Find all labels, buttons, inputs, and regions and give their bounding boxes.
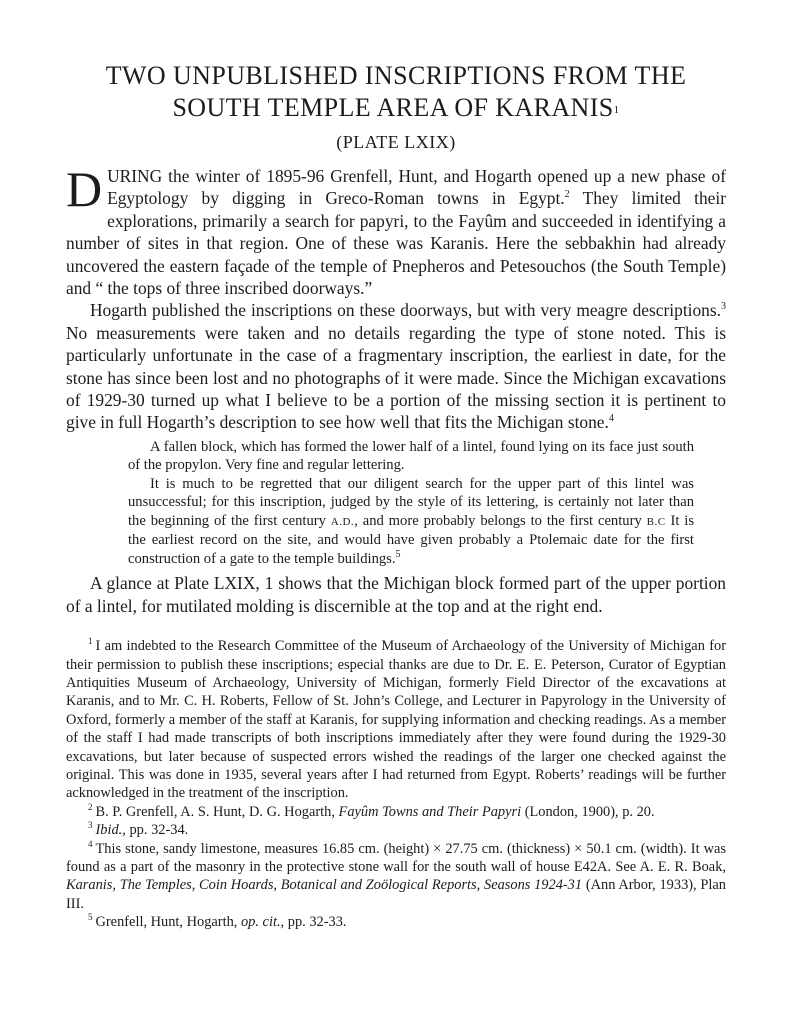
footnote-5 <box>66 913 726 931</box>
paragraph-1-text-b: They limited their explorations, primarily a search for papyri, to the Fayûm and succeeded in identifying a number of sites in that region. One of these was Karanis. Here the sebbakhin had already uncovered the eastern façade of the temple of Pnepheros and Petesouchos (the South Temple) and “ the tops of three inscribed doorways.” <box>66 188 726 299</box>
footnote-1-text: I am indebted to the Research Committee of the Museum of Archaeology of the University of Michigan for their permission to publish these inscriptions; especial thanks are due to Dr. E. E. Peterson, Curator of Egyptian Antiquities Museum of Archaeology, University of Michigan, formerly Field Director of the excavations at Karanis, and to Mr. C. H. Roberts, Fellow of St. John’s College, and Lecturer in Papyrology in the University of Oxford, formerly a member of the staff at Karanis, for supplying information and checking readings. As a member of the staff I had made transcripts of both inscriptions immediately after they were found during the 1929-30 excavations, but later because of suspected errors wished the readings of the larger one checked against the original. This was done in 1935, several years after I had returned from Egypt. Roberts’ readings will be further acknowledged in the treatment of the inscription. <box>66 638 726 802</box>
plate-first-letter: P <box>342 132 354 152</box>
footnote-2-title: Fayûm Towns and Their Papyri <box>338 803 522 820</box>
drop-cap: D <box>66 161 103 217</box>
footnote-5-number: 5 <box>88 912 93 923</box>
title-footnote-marker: 1 <box>613 104 620 116</box>
footnote-2 <box>66 803 726 821</box>
page <box>66 60 726 932</box>
footnote-ref-2: 2 <box>564 189 570 201</box>
quote-ad: A.D. <box>330 515 355 528</box>
quote-paragraph-1: A fallen block, which has formed the lower half of a lintel, found lying on its face just south of the propylon. Very fine and regular lettering. <box>128 438 694 474</box>
paragraph-2-text-a: Hogarth published the inscriptions on these doorways, but with very meagre descriptions. <box>90 300 721 321</box>
paragraph-2 <box>66 299 726 433</box>
title-line-2: SOUTH TEMPLE AREA OF KARANIS <box>172 93 614 122</box>
footnote-2-number: 2 <box>88 802 93 813</box>
plate-reference <box>66 132 726 153</box>
footnote-2-pre: B. P. Grenfell, A. S. Hunt, D. G. Hogarth, <box>95 803 339 820</box>
footnote-4-pre: This stone, sandy limestone, measures 16.85 cm. (height) × 27.75 cm. (thickness) × 50.1 cm. (width). It was found as a part of the masonry in the protective stone wall for the south wall of house E42A. See A. E. R. Boak, <box>66 840 726 876</box>
paragraph-1 <box>66 161 726 299</box>
body-text <box>66 161 726 617</box>
paragraph-3: A glance at Plate LXIX, 1 shows that the Michigan block formed part of the upper portion of a lintel, for mutilated molding is discernible at the top and at the right end. <box>66 573 726 616</box>
paragraph-1-text-a: URING the winter of 1895-96 Grenfell, Hunt, and Hogarth opened up a new phase of Egyptology by digging in Greco-Roman towns in Egypt. <box>107 166 726 209</box>
footnote-4-title: Karanis, The Temples, Coin Hoards, Botanical and Zoölogical Reports, Seasons 1924-31 <box>66 877 583 894</box>
footnote-5-opcit: op. cit. <box>240 914 281 931</box>
plate-word-rest: LATE <box>353 132 400 152</box>
footnote-ref-5: 5 <box>395 549 401 561</box>
paragraph-2-text-b: No measurements were taken and no details regarding the type of stone noted. This is particularly unfortunate in the case of a fragmentary inscription, the earliest in date, for the stone has since been lost and no photographs of it were made. Since the Michigan excavations of 1929-30 turned up what I believe to be a portion of the missing section it is pertinent to give in full Hogarth’s description to see how well that fits the Michigan stone. <box>66 322 726 433</box>
footnote-ref-3: 3 <box>721 301 726 313</box>
footnote-1 <box>66 637 726 803</box>
footnote-4-number: 4 <box>88 838 93 849</box>
title-line-1: TWO UNPUBLISHED INSCRIPTIONS FROM THE <box>105 61 687 90</box>
footnote-5-post: , pp. 32-33. <box>280 914 347 931</box>
plate-number: LXIX) <box>399 132 456 152</box>
footnotes <box>66 637 726 932</box>
footnote-1-number: 1 <box>88 636 93 647</box>
plate-open-paren: ( <box>336 132 343 152</box>
footnote-ref-4: 4 <box>608 413 614 425</box>
article-title <box>66 60 726 124</box>
quote-text-b: , and more probably belongs to the first century <box>354 512 647 529</box>
footnote-3-ibid: Ibid. <box>95 822 123 839</box>
footnote-3-number: 3 <box>88 820 93 831</box>
footnote-2-post: (London, 1900), p. 20. <box>521 803 655 820</box>
footnote-5-pre: Grenfell, Hunt, Hogarth, <box>95 914 241 931</box>
footnote-3 <box>66 821 726 839</box>
quote-bc: B.C <box>646 515 666 528</box>
quote-paragraph-2 <box>128 475 694 569</box>
footnote-4-post: (Ann Arbor, 1933), Plan III. <box>66 877 726 912</box>
quote-text-c: It is the earliest record on the site, and would have given probably a Ptolemaic date for the first construction of a gate to the temple buildings. <box>128 512 695 567</box>
block-quote <box>128 438 694 569</box>
quote-text-a: It is much to be regretted that our diligent search for the upper part of this lintel was unsuccessful; for this inscription, judged by the style of its lettering, is certainly not later than the beginning of the first century <box>128 475 694 529</box>
footnote-3-post: , pp. 32-34. <box>122 822 189 839</box>
footnote-4 <box>66 840 726 914</box>
